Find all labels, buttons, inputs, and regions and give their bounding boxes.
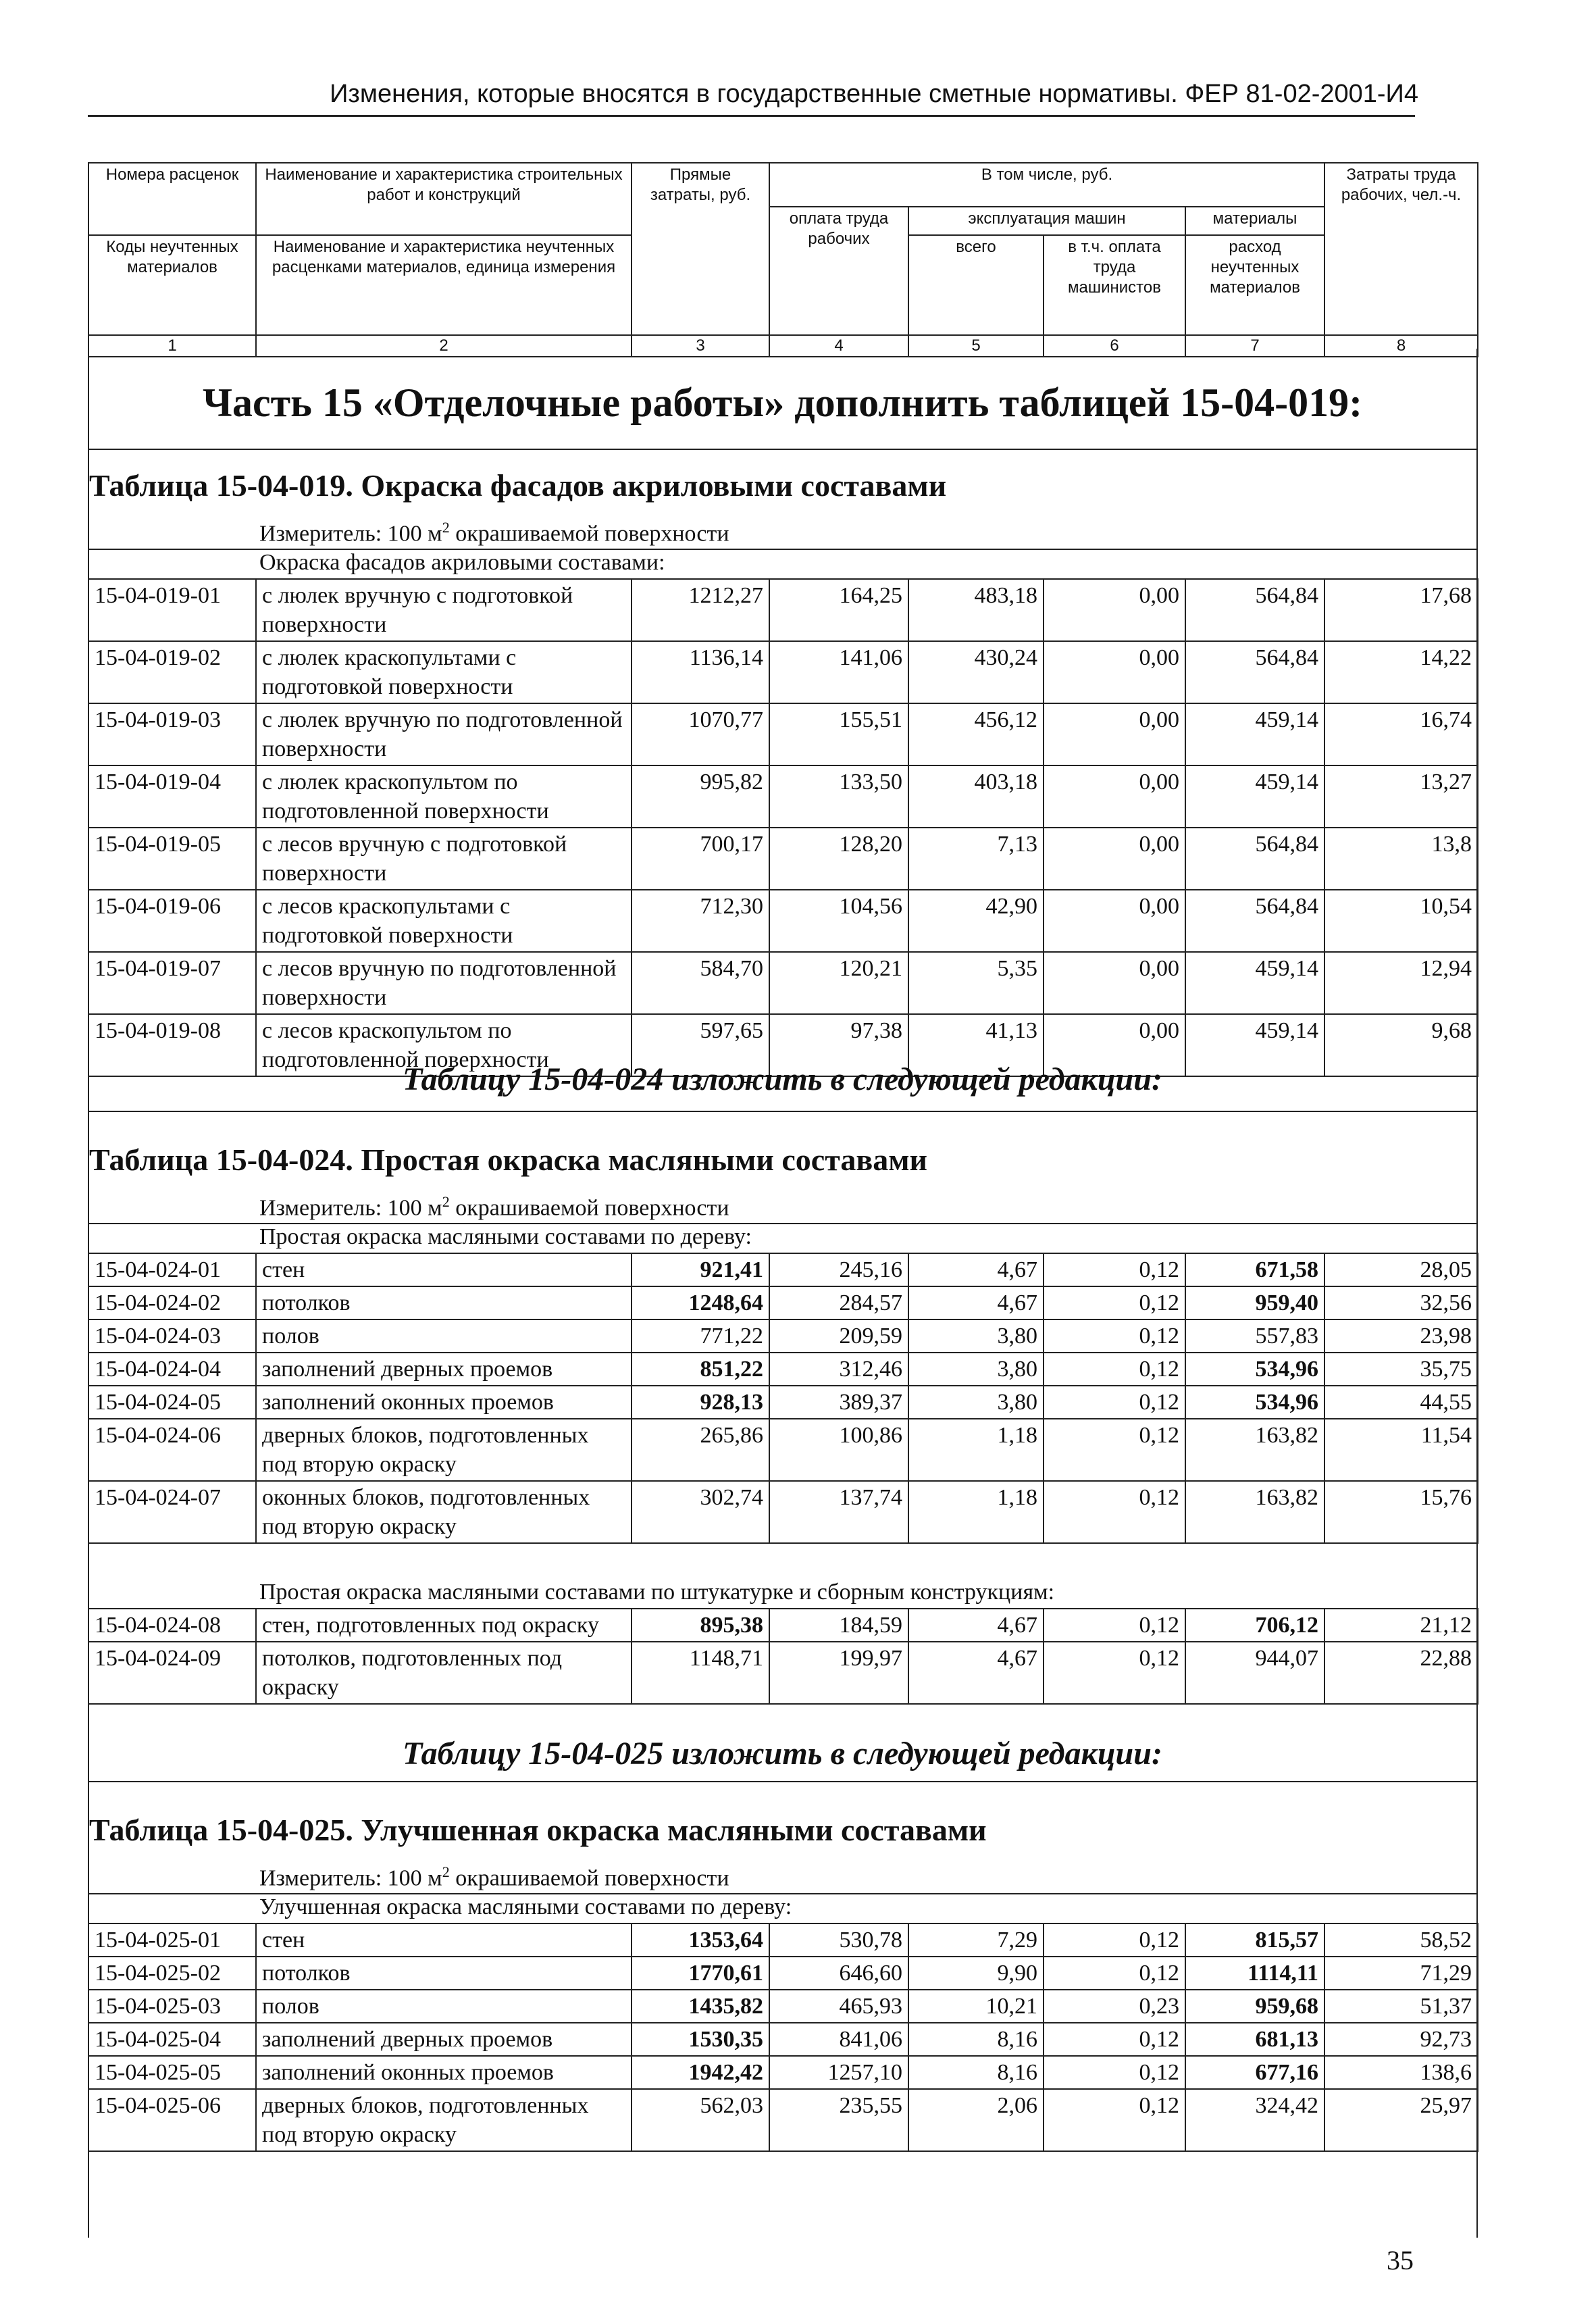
labor-hours: 22,88	[1324, 1642, 1478, 1704]
labor-pay: 530,78	[769, 1923, 908, 1957]
labor-hours: 71,29	[1324, 1957, 1478, 1990]
labor-hours: 23,98	[1324, 1319, 1478, 1353]
labor-hours: 51,37	[1324, 1990, 1478, 2023]
machine-total: 4,67	[908, 1253, 1044, 1286]
hdr-num-5: 5	[908, 335, 1044, 357]
work-description: с люлек вручную с подготовкой поверхности	[256, 579, 632, 641]
labor-hours: 12,94	[1324, 952, 1478, 1014]
work-description: потолков	[256, 1286, 632, 1319]
measure-suffix: окрашиваемой поверхности	[449, 1865, 729, 1891]
materials: 677,16	[1185, 2056, 1324, 2089]
direct-costs: 928,13	[632, 1386, 769, 1419]
direct-costs: 1212,27	[632, 579, 769, 641]
table-025	[88, 1923, 1478, 2152]
work-description: заполнений оконных проемов	[256, 2056, 632, 2089]
machinist-pay: 0,00	[1044, 579, 1185, 641]
work-description: заполнений оконных проемов	[256, 1386, 632, 1419]
direct-costs: 562,03	[632, 2089, 769, 2151]
machinist-pay: 0,12	[1044, 1609, 1185, 1642]
hdr-num-2: 2	[256, 335, 632, 357]
labor-pay: 104,56	[769, 890, 908, 952]
machine-total: 403,18	[908, 765, 1044, 828]
table-024-group-1: Простая окраска масляными составами по дереву:	[259, 1224, 752, 1249]
machine-total: 10,21	[908, 1990, 1044, 2023]
table-row	[88, 703, 1478, 765]
labor-hours: 44,55	[1324, 1386, 1478, 1419]
work-description: стен	[256, 1253, 632, 1286]
labor-hours: 15,76	[1324, 1481, 1478, 1543]
hdr-machinist-pay: в т.ч. оплата труда машинистов	[1044, 235, 1185, 335]
labor-hours: 28,05	[1324, 1253, 1478, 1286]
divider	[88, 1111, 1477, 1112]
machine-total: 5,35	[908, 952, 1044, 1014]
direct-costs: 851,22	[632, 1353, 769, 1386]
direct-costs: 1248,64	[632, 1286, 769, 1319]
labor-hours: 13,8	[1324, 828, 1478, 890]
table-024-part-2	[88, 1608, 1478, 1705]
labor-pay: 312,46	[769, 1353, 908, 1386]
table-row	[88, 952, 1478, 1014]
labor-pay: 235,55	[769, 2089, 908, 2151]
table-row	[88, 1419, 1478, 1481]
table-024-measure	[259, 1193, 729, 1221]
table-row	[88, 1990, 1478, 2023]
hdr-num-4: 4	[769, 335, 908, 357]
rate-code: 15-04-024-01	[88, 1253, 256, 1286]
materials: 944,07	[1185, 1642, 1324, 1704]
direct-costs: 302,74	[632, 1481, 769, 1543]
machinist-pay: 0,00	[1044, 703, 1185, 765]
materials: 1114,11	[1185, 1957, 1324, 1990]
labor-hours: 25,97	[1324, 2089, 1478, 2151]
measure-prefix: Измеритель: 100 м	[259, 1195, 442, 1221]
labor-pay: 1257,10	[769, 2056, 908, 2089]
labor-pay: 100,86	[769, 1419, 908, 1481]
machine-total: 3,80	[908, 1386, 1044, 1419]
labor-hours: 16,74	[1324, 703, 1478, 765]
table-019-title: Таблица 15-04-019. Окраска фасадов акриловыми составами	[89, 468, 947, 503]
rate-code: 15-04-024-08	[88, 1609, 256, 1642]
direct-costs: 1770,61	[632, 1957, 769, 1990]
hdr-name-top: Наименование и характеристика строительных работ и конструкций	[256, 163, 632, 207]
work-description: с люлек краскопультами с подготовкой поверхности	[256, 641, 632, 703]
machine-total: 8,16	[908, 2056, 1044, 2089]
table-row	[88, 641, 1478, 703]
machinist-pay: 0,12	[1044, 2056, 1185, 2089]
work-description: дверных блоков, подготовленных под вторую окраску	[256, 1419, 632, 1481]
labor-pay: 199,97	[769, 1642, 908, 1704]
direct-costs: 1435,82	[632, 1990, 769, 2023]
rate-code: 15-04-025-03	[88, 1990, 256, 2023]
direct-costs: 771,22	[632, 1319, 769, 1353]
labor-hours: 21,12	[1324, 1609, 1478, 1642]
materials: 959,40	[1185, 1286, 1324, 1319]
rate-code: 15-04-019-06	[88, 890, 256, 952]
direct-costs: 1353,64	[632, 1923, 769, 1957]
materials: 564,84	[1185, 641, 1324, 703]
labor-pay: 389,37	[769, 1386, 908, 1419]
labor-pay: 164,25	[769, 579, 908, 641]
table-row	[88, 1253, 1478, 1286]
measure-suffix: окрашиваемой поверхности	[449, 521, 729, 547]
divider	[88, 449, 1477, 450]
work-description: оконных блоков, подготовленных под вторую окраску	[256, 1481, 632, 1543]
work-description: потолков	[256, 1957, 632, 1990]
machine-total: 7,29	[908, 1923, 1044, 1957]
rate-code: 15-04-025-05	[88, 2056, 256, 2089]
machinist-pay: 0,23	[1044, 1990, 1185, 2023]
work-description: с лесов вручную по подготовленной поверхности	[256, 952, 632, 1014]
hdr-direct-costs: Прямые затраты, руб.	[632, 163, 769, 335]
labor-pay: 128,20	[769, 828, 908, 890]
direct-costs: 1136,14	[632, 641, 769, 703]
machinist-pay: 0,00	[1044, 1014, 1185, 1076]
machine-total: 3,80	[908, 1353, 1044, 1386]
labor-pay: 184,59	[769, 1609, 908, 1642]
table-row	[88, 765, 1478, 828]
machinist-pay: 0,12	[1044, 1286, 1185, 1319]
hdr-materials: материалы	[1185, 207, 1324, 235]
direct-costs: 921,41	[632, 1253, 769, 1286]
labor-pay: 137,74	[769, 1481, 908, 1543]
machine-total: 430,24	[908, 641, 1044, 703]
labor-pay: 133,50	[769, 765, 908, 828]
table-025-measure	[259, 1863, 729, 1891]
rate-code: 15-04-024-05	[88, 1386, 256, 1419]
work-description: дверных блоков, подготовленных под вторую окраску	[256, 2089, 632, 2151]
work-description: заполнений дверных проемов	[256, 1353, 632, 1386]
column-header-table	[88, 162, 1478, 357]
machine-total: 3,80	[908, 1319, 1044, 1353]
direct-costs: 1070,77	[632, 703, 769, 765]
labor-pay: 141,06	[769, 641, 908, 703]
rate-code: 15-04-019-03	[88, 703, 256, 765]
rate-code: 15-04-019-08	[88, 1014, 256, 1076]
machinist-pay: 0,12	[1044, 2023, 1185, 2056]
hdr-num-1: 1	[88, 335, 256, 357]
machinist-pay: 0,00	[1044, 765, 1185, 828]
labor-hours: 92,73	[1324, 2023, 1478, 2056]
work-description: стен	[256, 1923, 632, 1957]
rate-code: 15-04-025-01	[88, 1923, 256, 1957]
direct-costs: 995,82	[632, 765, 769, 828]
work-description: потолков, подготовленных под окраску	[256, 1642, 632, 1704]
table-row	[88, 1286, 1478, 1319]
hdr-num-6: 6	[1044, 335, 1185, 357]
table-019-group: Окраска фасадов акриловыми составами:	[259, 550, 665, 575]
rate-code: 15-04-024-03	[88, 1319, 256, 1353]
machine-total: 1,18	[908, 1419, 1044, 1481]
direct-costs: 1148,71	[632, 1642, 769, 1704]
labor-hours: 35,75	[1324, 1353, 1478, 1386]
work-description: заполнений дверных проемов	[256, 2023, 632, 2056]
table-019-measure	[259, 519, 729, 547]
machine-total: 9,90	[908, 1957, 1044, 1990]
work-description: с лесов краскопультом по подготовленной поверхности	[256, 1014, 632, 1076]
direct-costs: 1942,42	[632, 2056, 769, 2089]
machinist-pay: 0,12	[1044, 1957, 1185, 1990]
table-024-title: Таблица 15-04-024. Простая окраска масляными составами	[89, 1142, 928, 1177]
hdr-machine-ops: эксплуатация машин	[908, 207, 1185, 235]
materials: 459,14	[1185, 703, 1324, 765]
direct-costs: 597,65	[632, 1014, 769, 1076]
machinist-pay: 0,12	[1044, 1642, 1185, 1704]
materials: 959,68	[1185, 1990, 1324, 2023]
materials: 534,96	[1185, 1353, 1324, 1386]
rate-code: 15-04-025-02	[88, 1957, 256, 1990]
measure-sup: 2	[442, 1863, 450, 1880]
materials: 564,84	[1185, 890, 1324, 952]
materials: 459,14	[1185, 952, 1324, 1014]
hdr-codes-bottom: Коды неучтенных материалов	[88, 235, 256, 335]
direct-costs: 712,30	[632, 890, 769, 952]
measure-sup: 2	[442, 1193, 450, 1210]
hdr-num-7: 7	[1185, 335, 1324, 357]
work-description: стен, подготовленных под окраску	[256, 1609, 632, 1642]
rate-code: 15-04-024-09	[88, 1642, 256, 1704]
machine-total: 456,12	[908, 703, 1044, 765]
table-024-part-1	[88, 1253, 1478, 1544]
hdr-name-bottom: Наименование и характеристика неучтенных расценками материалов, единица измерения	[256, 235, 632, 335]
hdr-num-8: 8	[1324, 335, 1478, 357]
labor-hours: 58,52	[1324, 1923, 1478, 1957]
rate-code: 15-04-025-06	[88, 2089, 256, 2151]
part-title: Часть 15 «Отделочные работы» дополнить таблицей 15-04-019:	[202, 380, 1363, 425]
materials: 564,84	[1185, 579, 1324, 641]
materials: 163,82	[1185, 1481, 1324, 1543]
labor-pay: 646,60	[769, 1957, 908, 1990]
machine-total: 41,13	[908, 1014, 1044, 1076]
machinist-pay: 0,12	[1044, 1253, 1185, 1286]
direct-costs: 1530,35	[632, 2023, 769, 2056]
table-row	[88, 890, 1478, 952]
labor-hours: 9,68	[1324, 1014, 1478, 1076]
direct-costs: 265,86	[632, 1419, 769, 1481]
machine-total: 4,67	[908, 1286, 1044, 1319]
page-number: 35	[1387, 2245, 1414, 2275]
hdr-blank-2	[256, 207, 632, 235]
rate-code: 15-04-019-02	[88, 641, 256, 703]
machinist-pay: 0,12	[1044, 2089, 1185, 2151]
table-row	[88, 1957, 1478, 1990]
work-description: с лесов краскопультами с подготовкой поверхности	[256, 890, 632, 952]
measure-prefix: Измеритель: 100 м	[259, 521, 442, 547]
materials: 324,42	[1185, 2089, 1324, 2151]
hdr-machine-total: всего	[908, 235, 1044, 335]
rate-code: 15-04-019-05	[88, 828, 256, 890]
labor-pay: 465,93	[769, 1990, 908, 2023]
machinist-pay: 0,00	[1044, 828, 1185, 890]
machinist-pay: 0,12	[1044, 1481, 1185, 1543]
direct-costs: 895,38	[632, 1609, 769, 1642]
work-description: с люлек вручную по подготовленной поверхности	[256, 703, 632, 765]
labor-pay: 209,59	[769, 1319, 908, 1353]
machine-total: 4,67	[908, 1609, 1044, 1642]
machinist-pay: 0,12	[1044, 1419, 1185, 1481]
labor-hours: 17,68	[1324, 579, 1478, 641]
machine-total: 7,13	[908, 828, 1044, 890]
labor-pay: 841,06	[769, 2023, 908, 2056]
rate-code: 15-04-019-01	[88, 579, 256, 641]
table-row	[88, 1386, 1478, 1419]
measure-sup: 2	[442, 519, 450, 536]
table-024-group-2: Простая окраска масляными составами по штукатурке и сборным конструкциям:	[259, 1580, 1055, 1605]
machinist-pay: 0,12	[1044, 1923, 1185, 1957]
materials: 459,14	[1185, 765, 1324, 828]
rate-code: 15-04-024-02	[88, 1286, 256, 1319]
materials: 459,14	[1185, 1014, 1324, 1076]
divider	[88, 1781, 1477, 1782]
rate-code: 15-04-019-07	[88, 952, 256, 1014]
work-description: полов	[256, 1319, 632, 1353]
table-row	[88, 2089, 1478, 2151]
table-row	[88, 2056, 1478, 2089]
labor-hours: 13,27	[1324, 765, 1478, 828]
hdr-codes-top: Номера расценок	[88, 163, 256, 207]
machine-total: 2,06	[908, 2089, 1044, 2151]
direct-costs: 700,17	[632, 828, 769, 890]
rate-code: 15-04-019-04	[88, 765, 256, 828]
machine-total: 42,90	[908, 890, 1044, 952]
machinist-pay: 0,00	[1044, 890, 1185, 952]
work-description: с лесов вручную с подготовкой поверхности	[256, 828, 632, 890]
table-row	[88, 1609, 1478, 1642]
materials: 564,84	[1185, 828, 1324, 890]
materials: 815,57	[1185, 1923, 1324, 1957]
header-rule	[88, 115, 1415, 117]
hdr-labor-pay: оплата труда рабочих	[769, 207, 908, 335]
labor-hours: 32,56	[1324, 1286, 1478, 1319]
machine-total: 483,18	[908, 579, 1044, 641]
labor-hours: 11,54	[1324, 1419, 1478, 1481]
table-row	[88, 1481, 1478, 1543]
labor-pay: 97,38	[769, 1014, 908, 1076]
table-row	[88, 1319, 1478, 1353]
hdr-unaccounted: расход неучтенных материалов	[1185, 235, 1324, 335]
materials: 706,12	[1185, 1609, 1324, 1642]
table-025-title: Таблица 15-04-025. Улучшенная окраска масляными составами	[89, 1813, 987, 1847]
measure-suffix: окрашиваемой поверхности	[449, 1195, 729, 1221]
machinist-pay: 0,12	[1044, 1353, 1185, 1386]
labor-hours: 10,54	[1324, 890, 1478, 952]
machine-total: 8,16	[908, 2023, 1044, 2056]
materials: 163,82	[1185, 1419, 1324, 1481]
machinist-pay: 0,12	[1044, 1319, 1185, 1353]
rate-code: 15-04-025-04	[88, 2023, 256, 2056]
table-019	[88, 578, 1478, 1077]
table-row	[88, 1353, 1478, 1386]
labor-hours: 138,6	[1324, 2056, 1478, 2089]
machine-total: 1,18	[908, 1481, 1044, 1543]
materials: 671,58	[1185, 1253, 1324, 1286]
machinist-pay: 0,00	[1044, 641, 1185, 703]
work-description: полов	[256, 1990, 632, 2023]
machinist-pay: 0,12	[1044, 1386, 1185, 1419]
table-row	[88, 1923, 1478, 1957]
hdr-blank-1	[88, 207, 256, 235]
table-row	[88, 2023, 1478, 2056]
hdr-in-total: В том числе, руб.	[769, 163, 1324, 207]
materials: 681,13	[1185, 2023, 1324, 2056]
machine-total: 4,67	[908, 1642, 1044, 1704]
hdr-num-3: 3	[632, 335, 769, 357]
rate-code: 15-04-024-04	[88, 1353, 256, 1386]
work-description: с люлек краскопультом по подготовленной поверхности	[256, 765, 632, 828]
labor-pay: 120,21	[769, 952, 908, 1014]
rate-code: 15-04-024-07	[88, 1481, 256, 1543]
labor-pay: 155,51	[769, 703, 908, 765]
labor-pay: 245,16	[769, 1253, 908, 1286]
table-025-group: Улучшенная окраска масляными составами по дереву:	[259, 1894, 792, 1919]
rate-code: 15-04-024-06	[88, 1419, 256, 1481]
materials: 557,83	[1185, 1319, 1324, 1353]
edit-025-note: Таблицу 15-04-025 изложить в следующей редакции:	[403, 1736, 1162, 1771]
measure-prefix: Измеритель: 100 м	[259, 1865, 442, 1891]
labor-hours: 14,22	[1324, 641, 1478, 703]
running-header: Изменения, которые вносятся в государственные сметные нормативы. ФЕР 81-02-2001-И4	[330, 80, 1418, 108]
machinist-pay: 0,00	[1044, 952, 1185, 1014]
hdr-labor-cost: Затраты труда рабочих, чел.-ч.	[1324, 163, 1478, 335]
table-row	[88, 1642, 1478, 1704]
materials: 534,96	[1185, 1386, 1324, 1419]
table-row	[88, 579, 1478, 641]
labor-pay: 284,57	[769, 1286, 908, 1319]
edit-024-note: Таблицу 15-04-024 изложить в следующей редакции:	[403, 1061, 1162, 1097]
table-row	[88, 828, 1478, 890]
direct-costs: 584,70	[632, 952, 769, 1014]
